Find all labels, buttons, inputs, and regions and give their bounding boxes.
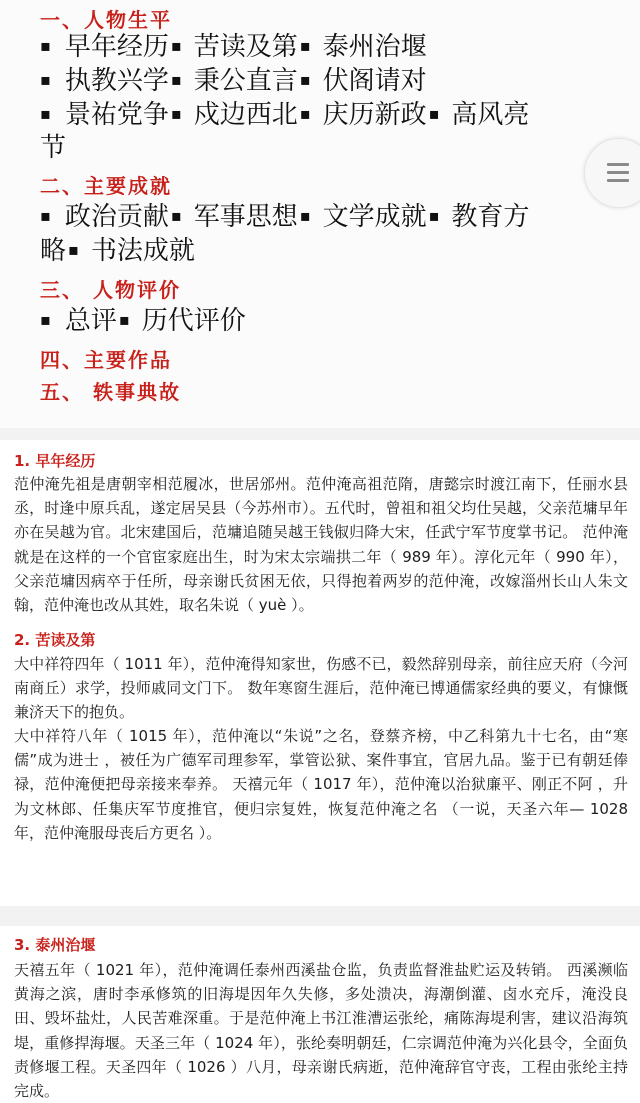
divider	[0, 906, 640, 926]
bullet: ▪	[170, 36, 182, 55]
bullet: ▪	[40, 70, 51, 89]
outline-panel	[0, 0, 640, 428]
bullet: ▪	[40, 206, 51, 225]
outline-item[interactable]: 文学成就	[322, 202, 427, 232]
section-paragraph: 大中祥符四年（ 1011 年），范仲淹得知家世，伤感不已，毅然辞别母亲，前往应天府（今河南商丘）求学，投师戚同文门下。 数年寒窗生涯后，范仲淹已博通儒家经典的要义，有慷慨兼济天下的抱负。	[14, 655, 628, 722]
bullet: ▪	[428, 206, 440, 225]
outline-row-2	[40, 62, 612, 99]
bullet: ▪	[299, 104, 311, 123]
bullet: ▪	[40, 104, 51, 123]
outline-row-4b	[40, 232, 612, 269]
bullet: ▪	[40, 310, 51, 329]
outline-heading-4[interactable]: 四、主要作品	[40, 348, 172, 372]
outline-item-wrap[interactable]: 略	[40, 236, 67, 266]
outline-item[interactable]: 早年经历	[64, 32, 169, 62]
menu-icon-bar	[607, 179, 629, 182]
outline-item[interactable]: 书法成就	[90, 236, 195, 266]
bullet: ▪	[299, 70, 311, 89]
section-title-taizhou: 3. 泰州治堰	[14, 936, 96, 954]
menu-icon-bar	[607, 171, 629, 174]
menu-icon-bar	[607, 163, 629, 166]
outline-item[interactable]: 高风亮	[451, 100, 530, 130]
outline-item[interactable]: 军事思想	[193, 202, 298, 232]
outline-row-3	[40, 96, 612, 133]
outline-item[interactable]: 教育方	[451, 202, 530, 232]
outline-item[interactable]: 执教兴学	[64, 66, 169, 96]
section-paragraph: 天禧五年（ 1021 年），范仲淹调任泰州西溪盐仓监，负责监督淮盐贮运及转销。 西溪濒临黄海之滨，唐时李承修筑的旧海堤因年久失修，多处溃决，海潮倒灌、卤水充斥，淹没良田、毁坏盐灶，人民苦难深重。于是范仲淹上书江淮漕运张纶，痛陈海堤利害，建议沿海筑堤，重修捍海堰。天圣三年（ 1024 年），张纶奏明朝廷，仁宗调范仲淹为兴化县令，全面负责修堰工程。天圣四年（ 1026 ）八月，母亲谢氏病逝，范仲淹辞官守丧，工程由张纶主持完成。	[14, 961, 628, 1101]
bullet: ▪	[40, 36, 51, 55]
outline-item[interactable]: 庆历新政	[322, 100, 427, 130]
bullet: ▪	[118, 310, 130, 329]
bullet: ▪	[68, 240, 79, 259]
article-body	[0, 440, 640, 906]
outline-heading-3[interactable]: 三、 人物评价	[40, 278, 181, 302]
bullet: ▪	[428, 104, 440, 123]
outline-item[interactable]: 伏阁请对	[322, 66, 427, 96]
outline-item[interactable]: 戍边西北	[193, 100, 298, 130]
outline-item[interactable]: 政治贡献	[64, 202, 169, 232]
outline-heading-2[interactable]: 二、主要成就	[40, 174, 172, 198]
section-title-study: 2. 苦读及第	[14, 631, 96, 649]
section-paragraph: 范仲淹先祖是唐朝宰相范履冰，世居邠州。范仲淹高祖范隋，唐懿宗时渡江南下，任丽水县丞，时逢中原兵乱，遂定居吴县（今苏州市）。五代时，曾祖和祖父均仕吴越，父亲范墉早年亦在吴越为官。北宋建国后，范墉追随吴越王钱俶归降大宋，任武宁军节度掌书记。 范仲淹就是在这样的一个官宦家庭出生，时为宋太宗端拱二年（ 989 年）。淳化元年（ 990 年），父亲范墉因病卒于任所，母亲谢氏贫困无依，只得抱着两岁的范仲淹，改嫁淄州长山人朱文翰，范仲淹也改从其姓，取名朱说（ yuè ）。	[14, 475, 628, 615]
section-paragraph: 大中祥符八年（ 1015 年），范仲淹以“朱说”之名，登蔡齐榜，中乙科第九十七名，由“寒儒”成为进士 ，被任为广德军司理参军，掌管讼狱、案件事宜，官居九品。鉴于已有朝廷俸禄，范仲淹便把母亲接来奉养。 天禧元年（ 1017 年），范仲淹以治狱廉平、刚正不阿 ，升为文林郎、任集庆军节度推官，便归宗复姓，恢复范仲淹之名 （一说，天圣六年— 1028 年，范仲淹服母丧后方更名 ）。	[14, 727, 629, 842]
outline-item[interactable]: 秉公直言	[193, 66, 298, 96]
outline-item[interactable]: 历代评价	[141, 306, 246, 336]
outline-item[interactable]: 总评	[64, 306, 117, 336]
bullet: ▪	[170, 70, 182, 89]
article-body-2	[0, 926, 640, 1101]
divider	[0, 428, 640, 440]
outline-row-5	[40, 302, 612, 339]
outline-item[interactable]: 景祐党争	[64, 100, 169, 130]
outline-heading-1[interactable]: 一、人物生平	[40, 8, 172, 32]
outline-item[interactable]: 苦读及第	[193, 32, 298, 62]
outline-item[interactable]: 泰州治堰	[322, 32, 427, 62]
outline-row-4	[40, 198, 612, 235]
outline-heading-5[interactable]: 五、 轶事典故	[40, 380, 181, 404]
section-title-early-life: 1. 早年经历	[14, 452, 96, 470]
bullet: ▪	[170, 104, 182, 123]
outline-item-wrap[interactable]: 节	[40, 133, 67, 163]
outline-row-1	[40, 28, 612, 65]
bullet: ▪	[299, 206, 311, 225]
bullet: ▪	[299, 36, 311, 55]
bullet: ▪	[170, 206, 182, 225]
